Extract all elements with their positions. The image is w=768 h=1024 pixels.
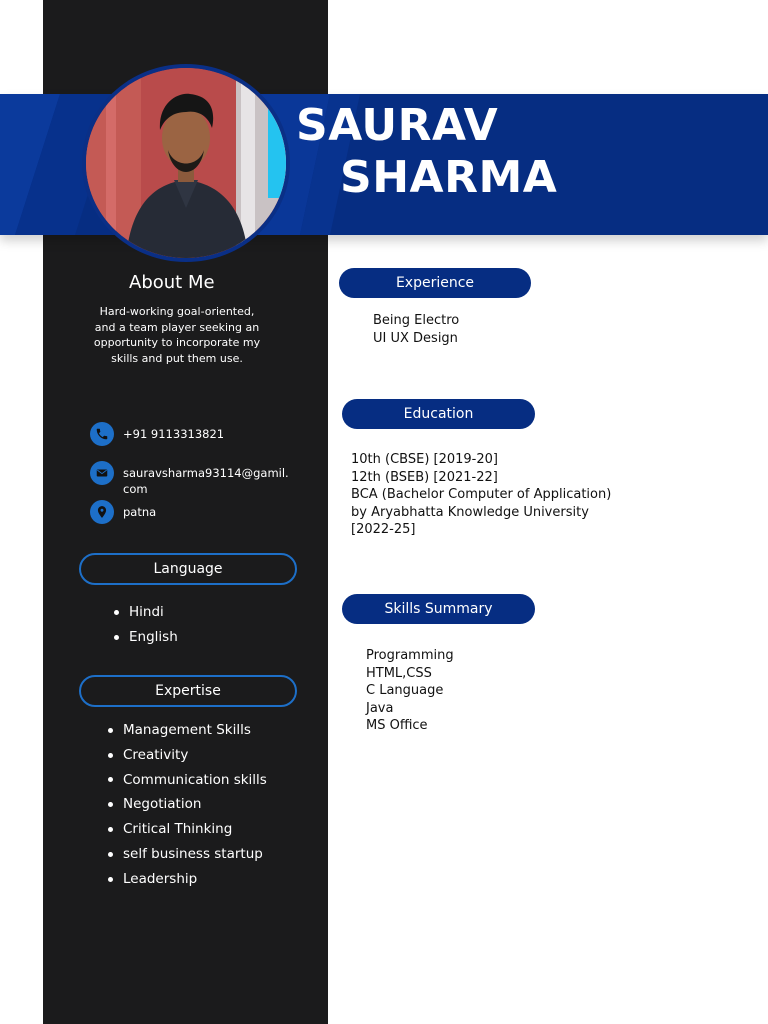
location-text: patna <box>123 505 157 519</box>
phone-number: +91 9113313821 <box>123 427 225 441</box>
skills-details <box>366 647 454 735</box>
education-line: by Aryabhatta Knowledge University <box>351 504 589 520</box>
experience-line: UI UX Design <box>373 330 458 346</box>
experience-line: Being Electro <box>373 313 460 328</box>
list-item: Critical Thinking <box>108 817 267 842</box>
education-line: [2022-25] <box>351 522 416 538</box>
education-line: 10th (CBSE) [2019-20] <box>351 452 498 467</box>
list-item: English <box>114 625 178 650</box>
skill-line: Programming <box>366 648 454 663</box>
skill-line: MS Office <box>366 718 428 734</box>
language-heading: Language <box>79 553 297 585</box>
contact-phone <box>90 422 224 446</box>
experience-details <box>373 312 459 347</box>
list-item: Leadership <box>108 867 267 892</box>
contact-location <box>90 500 156 524</box>
about-me-text: Hard-working goal-oriented, and a team player seeking an opportunity to incorporate my skills and put them use. <box>93 305 261 365</box>
skills-summary-heading: Skills Summary <box>342 594 535 624</box>
last-name: SHARMA <box>340 152 558 203</box>
language-list <box>114 600 178 650</box>
about-me-title: About Me <box>129 272 215 293</box>
profile-photo-frame <box>82 64 290 262</box>
first-name: SAURAV <box>296 100 499 151</box>
education-line: BCA (Bachelor Computer of Application) <box>351 487 612 503</box>
expertise-heading: Expertise <box>79 675 297 707</box>
list-item: Management Skills <box>108 718 267 743</box>
contact-email <box>90 461 289 497</box>
profile-photo <box>86 68 286 258</box>
skill-line: Java <box>366 700 394 716</box>
skill-line: HTML,CSS <box>366 665 432 681</box>
location-pin-icon <box>90 500 114 524</box>
email-icon <box>90 461 114 485</box>
education-line: 12th (BSEB) [2021-22] <box>351 469 498 485</box>
phone-icon <box>90 422 114 446</box>
expertise-list <box>108 718 267 892</box>
list-item: Negotiation <box>108 792 267 817</box>
email-address-line2: com <box>123 482 148 496</box>
list-item: Creativity <box>108 743 267 768</box>
education-details <box>351 451 611 539</box>
list-item: Hindi <box>114 600 178 625</box>
list-item: self business startup <box>108 842 267 867</box>
education-heading: Education <box>342 399 535 429</box>
skill-line: C Language <box>366 683 444 699</box>
person-portrait-image <box>86 68 286 258</box>
email-address-line1: sauravsharma93114@gamil. <box>123 466 289 480</box>
experience-heading: Experience <box>339 268 531 298</box>
list-item: Communication skills <box>108 768 267 793</box>
